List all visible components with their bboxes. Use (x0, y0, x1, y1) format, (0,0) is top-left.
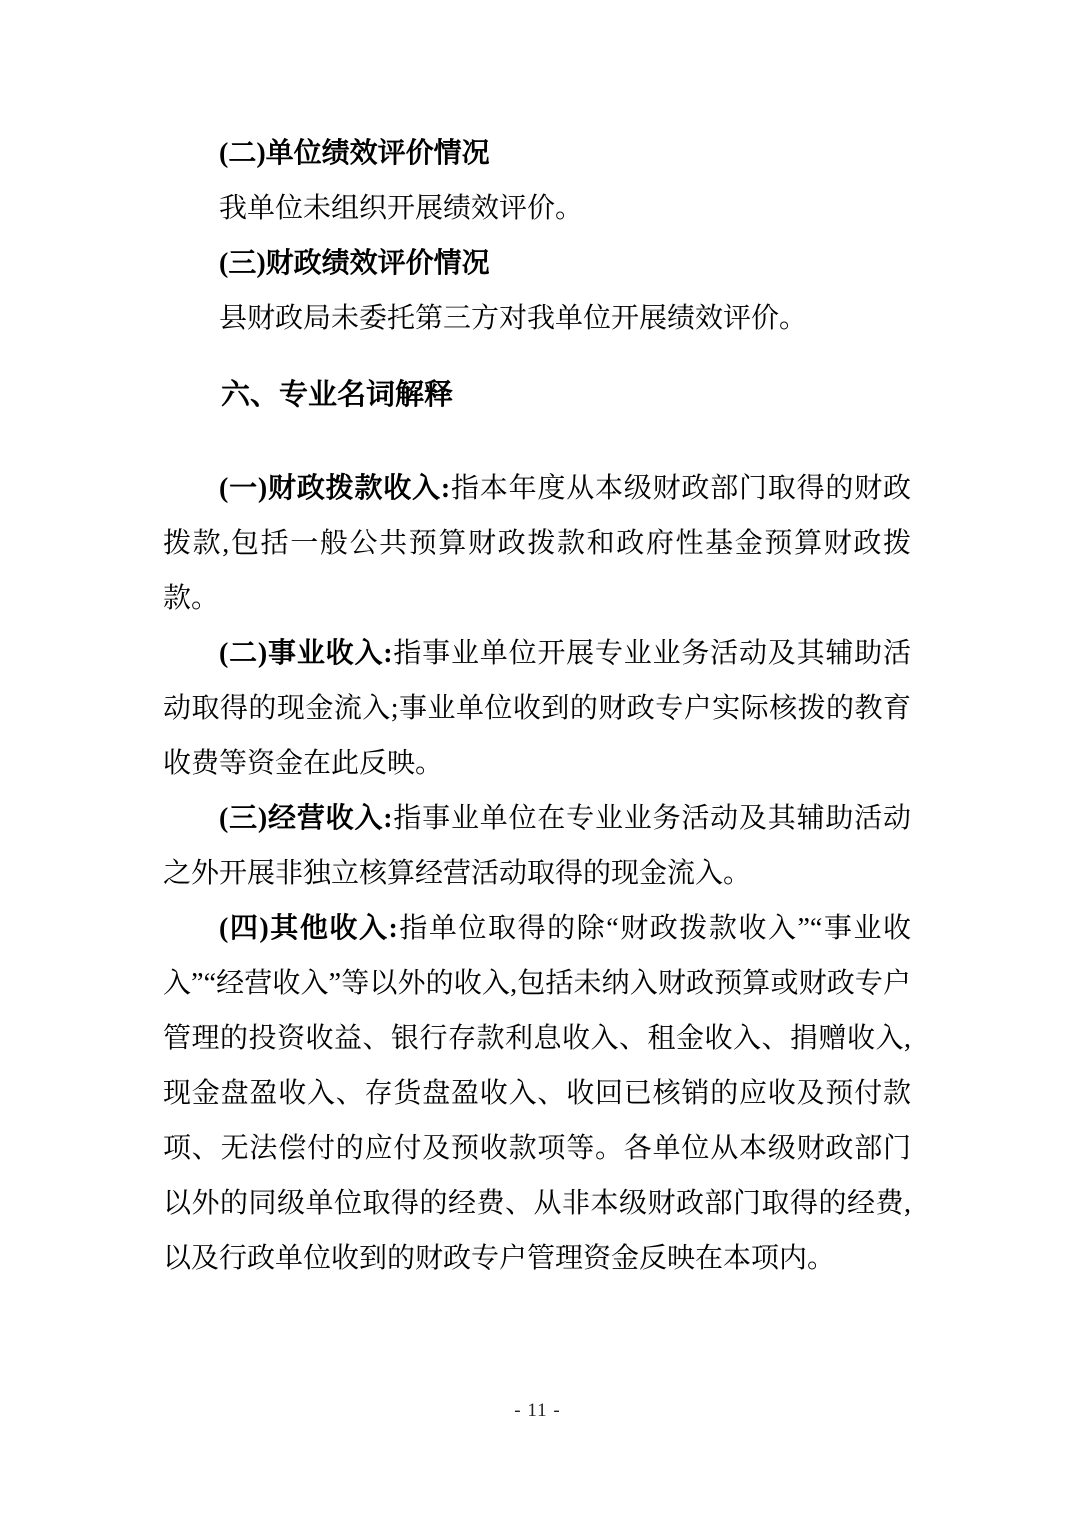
term-definition-other-income: 指单位取得的除“财政拨款收入”“事业收入”“经营收入”等以外的收入,包括未纳入财政预算或财政专户管理的投资收益、银行存款利息收入、租金收入、捐赠收入,现金盘盈收入、存货盘盈收入、收回已核销的应收及预付款项、无法偿付的应付及预收款项等。各单位从本级财政部门以外的同级单位取得的经费、从非本级财政部门取得的经费,以及行政单位收到的财政专户管理资金反映在本项内。 (163, 913, 911, 1274)
term-definition-fiscal-appropriation-income: 指本年度从本级财政部门取得的财政拨款,包括一般公共预算财政拨款和政府性基金预算财政拨款。 (163, 473, 911, 614)
term-definition-business-operation-income: 指事业单位在专业业务活动及其辅助活动之外开展非独立核算经营活动取得的现金流入。 (163, 803, 911, 889)
chapter-heading-terminology: 六、专业名词解释 (221, 379, 454, 411)
section-heading-unit-performance-evaluation: (二)单位绩效评价情况 (219, 138, 490, 169)
term-lead-business-operation-income: (三)经营收入: (219, 803, 393, 834)
term-paragraph-other-income (163, 901, 911, 1286)
page-number: - 11 - (514, 1400, 561, 1421)
term-paragraph-fiscal-appropriation-income (163, 461, 911, 626)
term-definition-public-institution-income: 指事业单位开展专业业务活动及其辅助活动取得的现金流入;事业单位收到的财政专户实际核拨的教育收费等资金在此反映。 (163, 638, 911, 779)
term-paragraph-operating-income-public-institution (163, 626, 911, 791)
paragraph-fiscal-performance-evaluation: 县财政局未委托第三方对我单位开展绩效评价。 (219, 303, 808, 334)
page-content (163, 126, 911, 1286)
paragraph-unit-performance-evaluation: 我单位未组织开展绩效评价。 (219, 193, 584, 224)
term-paragraph-business-operation-income (163, 791, 911, 901)
term-lead-public-institution-income: (二)事业收入: (219, 638, 393, 669)
term-lead-other-income: (四)其他收入: (219, 913, 398, 944)
section-heading-fiscal-performance-evaluation: (三)财政绩效评价情况 (219, 248, 490, 279)
term-lead-fiscal-appropriation-income: (一)财政拨款收入: (219, 473, 451, 504)
